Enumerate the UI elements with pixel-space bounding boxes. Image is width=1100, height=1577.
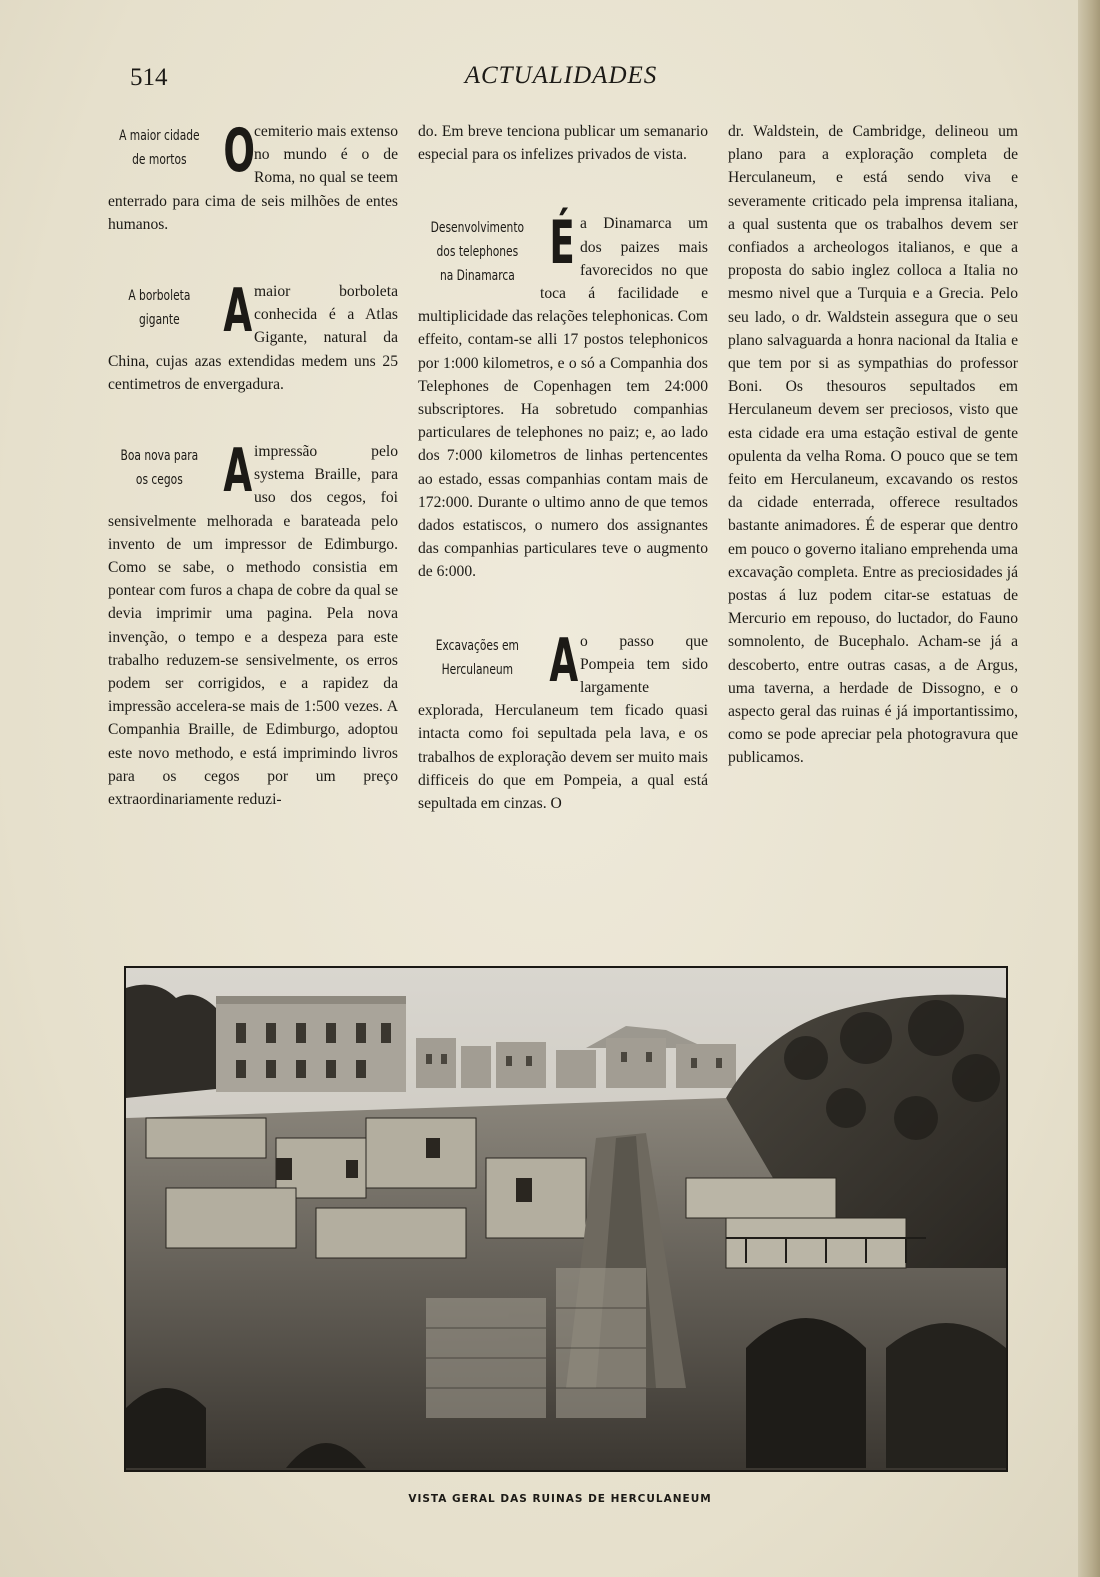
drop-cap: A [223,436,253,507]
article-braille [108,436,398,811]
text-column-3 [728,120,1018,770]
photo-caption: VISTA GERAL DAS RUINAS DE HERCULANEUM [408,1493,712,1505]
text-column-2 [418,120,708,815]
article-borboleta [108,276,398,396]
article-heading: Desenvolvimento dos telephones na Dinamarca [430,220,525,285]
drop-cap: O [223,116,255,186]
article-body: cemiterio mais extenso no mundo é o de Roma, no qual se teem enterrado para cima de seis milhões de entes humanos. [108,123,398,233]
palazzo-building [216,1002,406,1092]
article-heading: Excavações em Herculaneum [435,637,519,678]
page-edge [1078,0,1100,1577]
article-herculaneum [418,625,708,816]
article-body: a Dinamarca um dos paizes mais favorecidos no que toca á facilidade e multiplicidade das relações telephonicas. Com effeito, contam-se alli 17 postos telephonicos por 1:000 kilometros, e o só a Companhia dos Telephones de Copenhagen tem 24:000 subscriptores. Ha sobretudo companhias particulares de telephones no paiz; e, ao lado dos 7:000 kilometros de linhas pertencentes ao estado, essas companhias contam mais de 172:000. Durante o ultimo anno de que temos dados estatiscos, o numero dos assignantes das companhias particulares teve o augmento de 6:000. [418,215,708,581]
article-continuation: do. Em breve tenciona publicar um semanario especial para os infelizes privados de vista. [418,123,708,164]
article-continuation: dr. Waldstein, de Cambridge, delineou um plano para a exploração completa de Herculaneum, e está sendo viva e severamente criticado pela imprensa italiana, a qual sustenta que os trabalhos devem ser confiados a archeologos italianos, e que a proposta do sabio inglez colloca a Italia no mesmo nivel que a Turquia e a Grecia. Pelo seu lado, o dr. Waldstein assegura que o seu plano salvaguarda a honra nacional da Italia e que tem por si as sympathias do professor Boni. Os thesouros sepultados em Herculaneum devem ser preciosos, visto que esta cidade era uma estação estival de gente opulenta da velha Roma. O pouco que se tem feito em Herculaneum, excavando os restos da cidade enterrada, offerece resultados bastante animadores. É de esperar que dentro em pouco o governo italiano emprehenda uma excavação completa. Entre as preciosidades já postas á luz podem citar-se estatuas de Mercurio em repouso, do luctador, do Fauno somnolento, de Bucephalo. Acham-se já a descoberto, entre outras casas, a de Argus, uma taverna, a herdade de Dissogno, e o aspecto geral das ruinas é já importantissimo, como se pode apreciar pela photogravura que publicamos. [728,123,1018,767]
article-heading: A borboleta gigante [128,288,191,329]
article-body: o passo que Pompeia tem sido largamente explorada, Herculaneum tem ficado quasi intacta como foi sepultada pela lava, e os trabalhos de exploração devem ser muito mais difficeis do que em Pompeia, a qual está sepultada em cinzas. O [418,632,708,813]
article-telephones [418,208,708,583]
ruins-photograph [124,966,1008,1472]
drop-cap: A [549,625,579,696]
article-heading: A maior cidade de mortos [119,128,200,168]
article-body: impressão pelo systema Braille, para uso dos cegos, foi sensivelmente melhorada e barateada pelo invento de um impressor de Edimburgo. Como se sabe, o methodo consistia em pontear com furos a chapa de cobre da qual se devia imprimir uma pagina. Pela nova invenção, o tempo e a despeza para este trabalho reduzem-se sensivelmente, os erros podem ser corrigidos, e a rapidez da impressão accelera-se mais de 1:500 vezes. A Companhia Braille, de Edimburgo, adoptou este novo methodo, e está imprimindo livros para os cegos por um preço extraordinariamente reduzi- [108,443,398,809]
article-heading: Boa nova para os cegos [120,448,199,489]
drop-cap: A [223,276,253,347]
running-title: ACTUALIDADES [464,62,658,89]
drop-cap: É [549,208,575,279]
article-maior-cidade [108,116,398,236]
article-body: maior borboleta conhecida é a Atlas Gigante, natural da China, cujas azas extendidas medem uns 25 centimetros de envergadura. [108,283,398,393]
text-column-1 [108,116,398,811]
page-number: 514 [130,64,168,91]
